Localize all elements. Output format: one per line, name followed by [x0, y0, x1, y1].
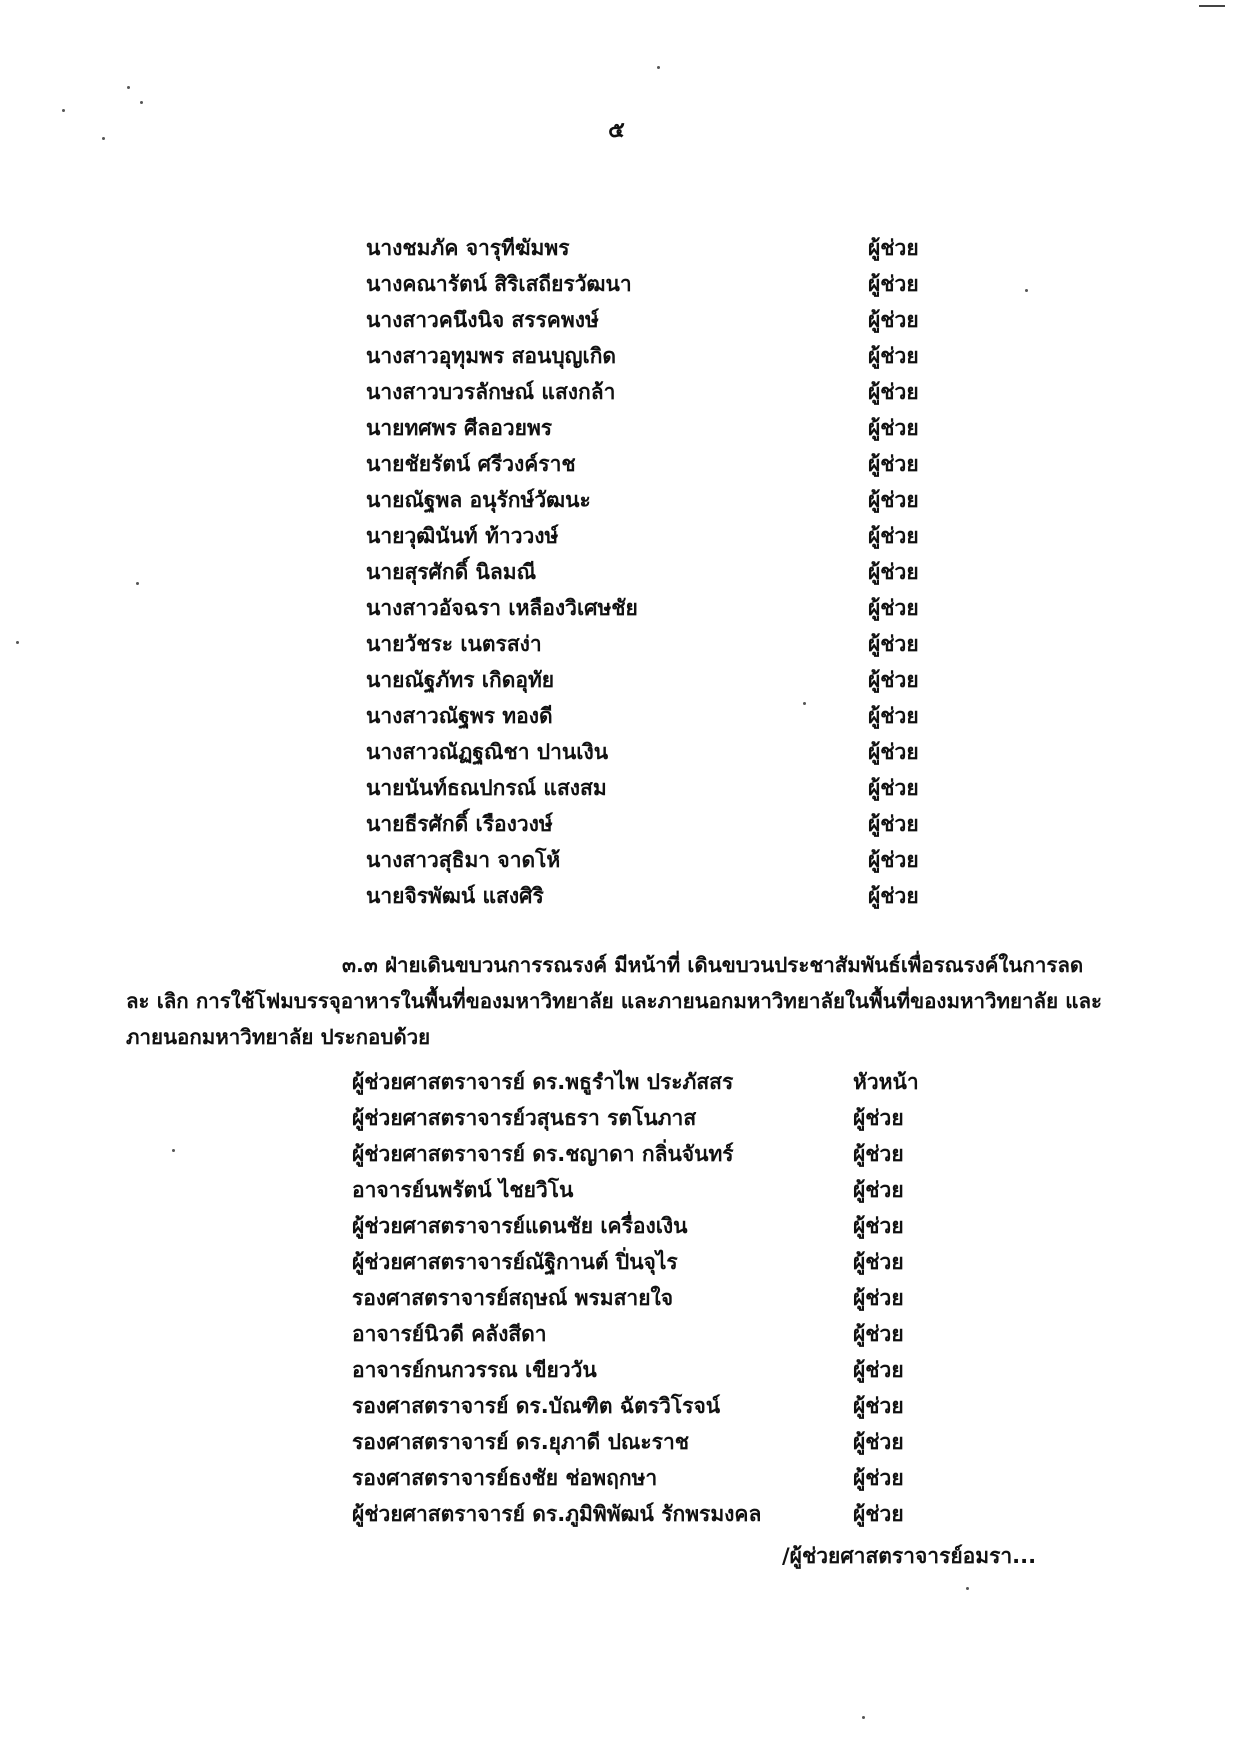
member-name: นางสาวอุทุมพร สอนบุญเกิด [366, 344, 617, 368]
member-role: ผู้ช่วย [853, 1214, 904, 1238]
member-name: นางสาวณัฏฐณิชา ปานเงิน [366, 740, 609, 764]
roster-row [0, 1496, 1233, 1532]
roster-row [0, 626, 1233, 662]
member-role: ผู้ช่วย [853, 1430, 904, 1454]
roster-row [0, 842, 1233, 878]
member-name: นางสาวณัฐพร ทองดี [366, 704, 553, 728]
roster-row [0, 1316, 1233, 1352]
member-name: อาจารย์นพรัตน์ ไชยวิโน [352, 1178, 574, 1202]
scan-speck [127, 86, 130, 89]
member-role: ผู้ช่วย [868, 272, 919, 296]
member-role: ผู้ช่วย [868, 812, 919, 836]
roster-row [0, 518, 1233, 554]
member-role: ผู้ช่วย [853, 1502, 904, 1526]
member-role: ผู้ช่วย [868, 776, 919, 800]
scan-speck [862, 1716, 865, 1719]
scan-speck [657, 66, 660, 69]
member-name: นายธีรศักดิ์ เรืองวงษ์ [366, 812, 553, 836]
roster-row [0, 878, 1233, 914]
roster-row [0, 1424, 1233, 1460]
member-name: ผู้ช่วยศาสตราจารย์วสุนธรา รตโนภาส [352, 1106, 697, 1130]
member-role: ผู้ช่วย [868, 308, 919, 332]
member-role: ผู้ช่วย [868, 236, 919, 260]
roster-row [0, 734, 1233, 770]
roster-row [0, 482, 1233, 518]
paragraph-line: ละ เลิก การใช้โฟมบรรจุอาหารในพื้นที่ของมหาวิทยาลัย และภายนอกมหาวิทยาลัยในพื้นที่ของมหาวิทยาลัย และ [126, 989, 1103, 1013]
campaign-roster [0, 1064, 1233, 1532]
member-role: ผู้ช่วย [853, 1322, 904, 1346]
roster-row [0, 446, 1233, 482]
member-role: ผู้ช่วย [868, 344, 919, 368]
member-name: ผู้ช่วยศาสตราจารย์ ดร.ภูมิพิพัฒน์ รักพรมงคล [352, 1502, 762, 1526]
member-name: ผู้ช่วยศาสตราจารย์ ดร.ชญาดา กลิ่นจันทร์ [352, 1142, 734, 1166]
member-role: ผู้ช่วย [868, 560, 919, 584]
scan-speck [140, 101, 143, 104]
member-role: ผู้ช่วย [868, 596, 919, 620]
member-role: ผู้ช่วย [868, 668, 919, 692]
member-name: ผู้ช่วยศาสตราจารย์ณัฐิกานต์ ปิ่นจุไร [352, 1250, 678, 1274]
member-role: ผู้ช่วย [853, 1142, 904, 1166]
roster-row [0, 554, 1233, 590]
paragraph-line: ภายนอกมหาวิทยาลัย ประกอบด้วย [126, 1025, 431, 1049]
member-name: นายณัฐพล อนุรักษ์วัฒนะ [366, 488, 591, 512]
member-name: นายชัยรัตน์ ศรีวงค์ราช [366, 452, 576, 476]
member-role: ผู้ช่วย [853, 1394, 904, 1418]
roster-row [0, 410, 1233, 446]
member-name: ผู้ช่วยศาสตราจารย์แดนชัย เครื่องเงิน [352, 1214, 688, 1238]
member-name: รองศาสตราจารย์ธงชัย ช่อพฤกษา [352, 1466, 658, 1490]
roster-row [0, 1280, 1233, 1316]
roster-row [0, 770, 1233, 806]
roster-row [0, 1460, 1233, 1496]
member-role: ผู้ช่วย [853, 1358, 904, 1382]
member-name: นางสาวบวรลักษณ์ แสงกล้า [366, 380, 616, 404]
paragraph-line [126, 947, 1084, 983]
roster-row [0, 338, 1233, 374]
member-role: ผู้ช่วย [868, 452, 919, 476]
member-role: ผู้ช่วย [868, 416, 919, 440]
member-name: นางสาวอัจฉรา เหลืองวิเศษชัย [366, 596, 638, 620]
member-role: หัวหน้า [853, 1070, 919, 1094]
member-name: นายทศพร ศีลอวยพร [366, 416, 553, 440]
member-role: ผู้ช่วย [853, 1250, 904, 1274]
member-role: ผู้ช่วย [853, 1106, 904, 1130]
member-name: นายสุรศักดิ์ นิลมณี [366, 560, 537, 584]
roster-row [0, 374, 1233, 410]
roster-row [0, 590, 1233, 626]
member-role: ผู้ช่วย [868, 740, 919, 764]
member-name: รองศาสตราจารย์สฤษณ์ พรมสายใจ [352, 1286, 674, 1310]
roster-row [0, 1136, 1233, 1172]
member-role: ผู้ช่วย [868, 884, 919, 908]
member-name: รองศาสตราจารย์ ดร.บัณฑิต ฉัตรวิโรจน์ [352, 1394, 721, 1418]
roster-row [0, 1352, 1233, 1388]
member-role: ผู้ช่วย [868, 704, 919, 728]
page-number: ๕ [608, 118, 625, 143]
roster-row [0, 806, 1233, 842]
member-role: ผู้ช่วย [868, 488, 919, 512]
roster-row [0, 1244, 1233, 1280]
member-name: นางสาวสุธิมา จาดโห้ [366, 848, 561, 872]
roster-row [0, 1064, 1233, 1100]
roster-row [0, 1208, 1233, 1244]
section-paragraph [126, 947, 1103, 1055]
member-name: นางชมภัค จารุทีฆัมพร [366, 236, 570, 260]
roster-row [0, 1100, 1233, 1136]
member-role: ผู้ช่วย [853, 1466, 904, 1490]
roster-row [0, 266, 1233, 302]
member-name: อาจารย์กนกวรรณ เขียววัน [352, 1358, 597, 1382]
member-name: รองศาสตราจารย์ ดร.ยุภาดี ปณะราช [352, 1430, 689, 1454]
member-role: ผู้ช่วย [868, 524, 919, 548]
scan-mark [1199, 5, 1225, 7]
roster-row [0, 230, 1233, 266]
roster-row [0, 302, 1233, 338]
committee-roster [0, 230, 1233, 914]
member-role: ผู้ช่วย [853, 1178, 904, 1202]
member-role: ผู้ช่วย [868, 848, 919, 872]
member-name: นางคณารัตน์ สิริเสถียรวัฒนา [366, 272, 632, 296]
roster-row [0, 1388, 1233, 1424]
roster-row [0, 1172, 1233, 1208]
member-name: นายวัชระ เนตรสง่า [366, 632, 542, 656]
member-name: ผู้ช่วยศาสตราจารย์ ดร.พธูรำไพ ประภัสสร [352, 1070, 734, 1094]
member-name: นายนันท์ธณปกรณ์ แสงสม [366, 776, 607, 800]
scan-speck [966, 1587, 969, 1590]
member-role: ผู้ช่วย [853, 1286, 904, 1310]
roster-row [0, 662, 1233, 698]
member-role: ผู้ช่วย [868, 632, 919, 656]
member-name: นายวุฒินันท์ ท้าววงษ์ [366, 524, 559, 548]
member-name: นายณัฐภัทร เกิดอุทัย [366, 668, 555, 692]
member-role: ผู้ช่วย [868, 380, 919, 404]
member-name: นายจิรพัฒน์ แสงศิริ [366, 884, 544, 908]
continuation-note: /ผู้ช่วยศาสตราจารย์อมรา... [782, 1544, 1037, 1568]
roster-row [0, 698, 1233, 734]
member-name: นางสาวคนึงนิจ สรรคพงษ์ [366, 308, 599, 332]
scan-speck [62, 109, 65, 112]
member-name: อาจารย์นิวดี คลังสีดา [352, 1322, 547, 1346]
section-heading-text: ๓.๓ ฝ่ายเดินขบวนการรณรงค์ มีหน้าที่ เดินขบวนประชาสัมพันธ์เพื่อรณรงค์ในการลด [342, 953, 1084, 977]
